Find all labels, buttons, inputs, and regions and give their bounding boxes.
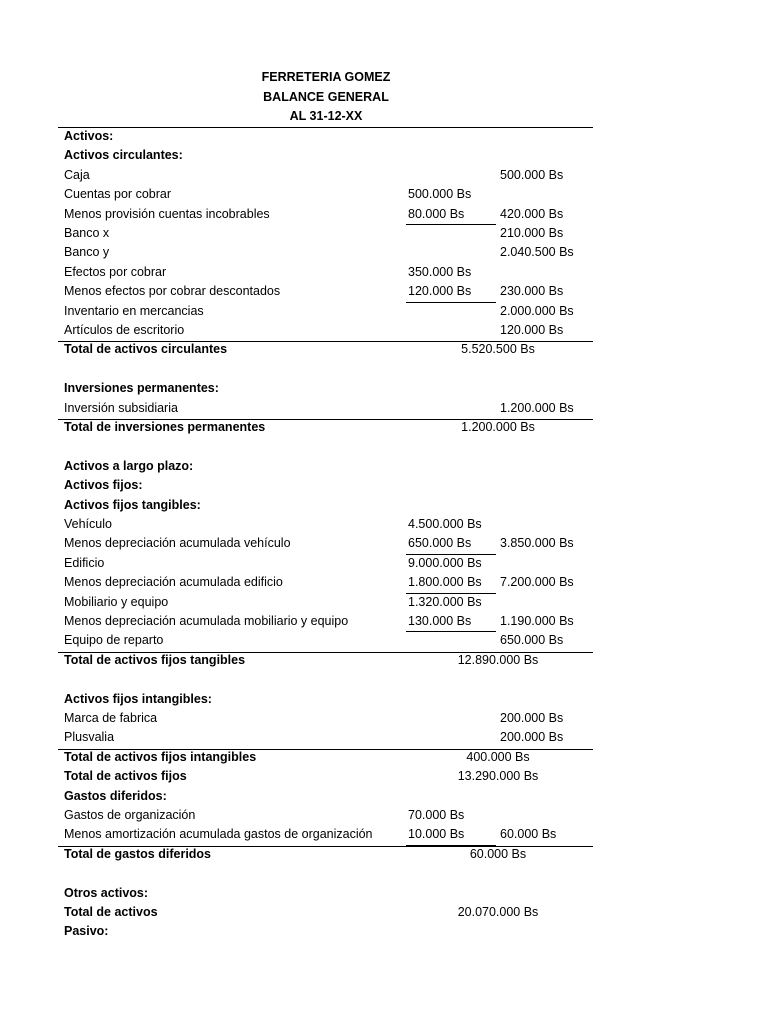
- amount-partial: 650.000 Bs: [408, 536, 472, 551]
- subtotal-underline: [406, 224, 496, 225]
- row-label: Banco y: [64, 245, 110, 260]
- total-rule: [58, 652, 593, 653]
- amount-partial: 130.000 Bs: [408, 614, 472, 628]
- amount-partial: 4.500.000 Bs: [408, 517, 482, 531]
- amount-balance: 2.000.000 Bs: [500, 303, 574, 318]
- section-label: Activos circulantes:: [64, 148, 183, 163]
- amount-partial: 70.000 Bs: [408, 808, 465, 822]
- total-rule: [58, 419, 593, 420]
- amount-balance: 60.000 Bs: [500, 827, 557, 842]
- row-label: Plusvalia: [64, 730, 115, 745]
- section-label: Total de activos fijos intangibles: [64, 749, 257, 764]
- amount-partial: 1.320.000 Bs: [408, 594, 482, 609]
- amount-total: 1.200.000 Bs: [461, 420, 535, 434]
- row-label: Artículos de escritorio: [64, 323, 185, 337]
- row-label: Menos provisión cuentas incobrables: [64, 206, 270, 221]
- subtotal-underline: [406, 302, 496, 303]
- header-divider: [58, 127, 593, 128]
- company-name: FERRETERIA GOMEZ: [261, 70, 391, 84]
- amount-balance: 210.000 Bs: [500, 226, 564, 240]
- section-label: Activos fijos:: [64, 478, 143, 493]
- row-label: Inversión subsidiaria: [64, 400, 178, 415]
- subtotal-underline: [406, 631, 496, 632]
- section-label: Total de activos fijos: [64, 769, 187, 784]
- report-title: BALANCE GENERAL: [263, 90, 389, 104]
- section-label: Total de activos fijos tangibles: [64, 652, 246, 667]
- row-label: Menos depreciación acumulada vehículo: [64, 536, 291, 551]
- amount-total: 13.290.000 Bs: [457, 769, 539, 784]
- amount-total: 20.070.000 Bs: [457, 905, 539, 919]
- row-label: Efectos por cobrar: [64, 264, 167, 279]
- amount-balance: 230.000 Bs: [500, 284, 564, 299]
- section-label: Total de activos: [64, 905, 158, 919]
- row-label: Inventario en mercancias: [64, 303, 204, 318]
- amount-balance: 2.040.500 Bs: [500, 245, 574, 260]
- row-label: Menos depreciación acumulada mobiliario y equipo: [64, 614, 349, 628]
- amount-balance: 3.850.000 Bs: [500, 536, 574, 551]
- row-label: Caja: [64, 167, 90, 182]
- amount-balance: 120.000 Bs: [500, 323, 564, 337]
- amount-balance: 650.000 Bs: [500, 633, 564, 648]
- amount-balance: 7.200.000 Bs: [500, 575, 574, 590]
- section-label: Activos a largo plazo:: [64, 458, 194, 473]
- row-label: Menos efectos por cobrar descontados: [64, 284, 281, 299]
- section-label: Activos:: [64, 129, 114, 143]
- row-label: Equipo de reparto: [64, 633, 164, 648]
- section-label: Activos fijos tangibles:: [64, 497, 201, 512]
- amount-partial: 80.000 Bs: [408, 206, 465, 221]
- row-label: Mobiliario y equipo: [64, 594, 169, 609]
- amount-total: 5.520.500 Bs: [461, 342, 535, 357]
- row-label: Menos depreciación acumulada edificio: [64, 575, 283, 590]
- total-rule: [58, 749, 593, 750]
- amount-balance: 1.200.000 Bs: [500, 400, 574, 415]
- amount-balance: 200.000 Bs: [500, 730, 564, 745]
- amount-partial: 350.000 Bs: [408, 264, 472, 279]
- row-label: Cuentas por cobrar: [64, 187, 172, 202]
- amount-balance: 420.000 Bs: [500, 206, 564, 221]
- amount-total: 60.000 Bs: [469, 846, 527, 861]
- section-label: Total de activos circulantes: [64, 342, 228, 357]
- amount-balance: 500.000 Bs: [500, 167, 564, 182]
- section-label: Total de gastos diferidos: [64, 846, 212, 861]
- amount-total: 400.000 Bs: [466, 749, 530, 764]
- row-label: Edificio: [64, 555, 105, 570]
- row-label: Banco x: [64, 226, 110, 240]
- row-label: Gastos de organización: [64, 808, 196, 822]
- amount-balance: 1.190.000 Bs: [500, 614, 574, 628]
- subtotal-underline: [406, 593, 496, 594]
- section-label: Otros activos:: [64, 885, 149, 900]
- amount-partial: 1.800.000 Bs: [408, 575, 482, 590]
- section-label: Inversiones permanentes:: [64, 381, 219, 396]
- total-rule: [58, 341, 593, 342]
- amount-partial: 10.000 Bs: [408, 827, 465, 842]
- amount-partial: 500.000 Bs: [408, 187, 472, 202]
- report-date: AL 31-12-XX: [289, 109, 363, 123]
- total-rule: [58, 846, 593, 847]
- amount-balance: 200.000 Bs: [500, 711, 564, 725]
- section-label: Activos fijos intangibles:: [64, 691, 212, 706]
- row-label: Vehículo: [64, 517, 112, 531]
- row-label: Marca de fabrica: [64, 711, 158, 725]
- subtotal-underline: [406, 554, 496, 555]
- section-label: Total de inversiones permanentes: [64, 420, 266, 434]
- row-label: Menos amortización acumulada gastos de organización: [64, 827, 373, 842]
- section-label: Pasivo:: [64, 924, 109, 939]
- amount-partial: 120.000 Bs: [408, 284, 472, 299]
- amount-total: 12.890.000 Bs: [457, 652, 539, 667]
- section-label: Gastos diferidos:: [64, 788, 167, 803]
- amount-partial: 9.000.000 Bs: [408, 555, 482, 570]
